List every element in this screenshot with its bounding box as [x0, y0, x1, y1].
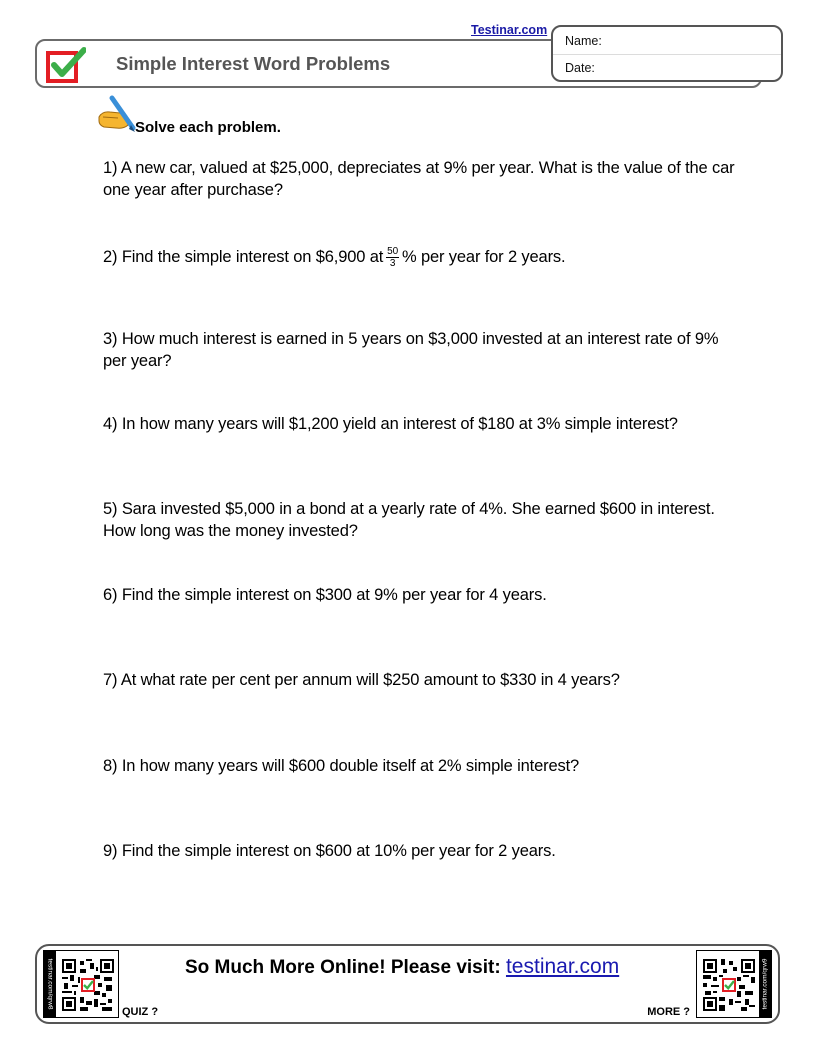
- problem-text-after: % per year for 2 years.: [402, 248, 566, 266]
- qr-side-label-strip: [759, 951, 771, 1017]
- instructions-label: Solve each problem.: [135, 119, 281, 136]
- more-caption: MORE ?: [647, 1006, 690, 1018]
- date-field[interactable]: [553, 54, 781, 81]
- problem-number: 1): [103, 159, 118, 177]
- problem-3: [103, 328, 743, 372]
- qr-code-icon: [62, 959, 114, 1011]
- problem-number: 8): [103, 757, 118, 775]
- qr-code-icon: [703, 959, 755, 1011]
- name-label: Name:: [565, 34, 602, 48]
- problem-text: Find the simple interest on $600 at 10% per year for 2 years.: [121, 842, 556, 860]
- problem-number: 4): [103, 415, 118, 433]
- quiz-caption: QUIZ ?: [122, 1006, 159, 1018]
- problem-9: [103, 840, 743, 862]
- problem-number: 3): [103, 330, 118, 348]
- name-date-box: [551, 25, 783, 82]
- page-title: Simple Interest Word Problems: [116, 53, 391, 74]
- problem-8: [103, 755, 743, 777]
- promo-link[interactable]: testinar.com: [505, 955, 620, 978]
- problem-text: At what rate per cent per annum will $250 amount to $330 in 4 years?: [120, 671, 620, 689]
- problem-6: [103, 584, 743, 606]
- problem-4: [103, 413, 743, 435]
- problem-text: How much interest is earned in 5 years on $3,000 invested at an interest rate of 9% per year?: [103, 330, 719, 370]
- promo-text: [185, 955, 619, 979]
- problem-number: 6): [103, 586, 118, 604]
- problem-text: A new car, valued at $25,000, depreciates at 9% per year. What is the value of the car one year after purchase?: [103, 159, 735, 199]
- problem-7: [103, 669, 743, 691]
- qr-side-label-strip: [44, 951, 56, 1017]
- quiz-qr-code[interactable]: [43, 950, 119, 1018]
- problem-2: [103, 246, 743, 269]
- problem-number: 5): [103, 500, 118, 518]
- qr-side-label: testinar.com/qrw8: [46, 958, 54, 1010]
- problem-5: [103, 498, 743, 542]
- checkmark-logo-icon: [46, 47, 86, 83]
- problem-text: Find the simple interest on $300 at 9% per year for 4 years.: [121, 586, 547, 604]
- testinar-link[interactable]: Testinar.com: [471, 23, 548, 37]
- hand-writing-pencil-icon: [98, 95, 138, 133]
- problem-number: 2): [103, 248, 118, 266]
- problem-text-before: Find the simple interest on $6,900 at: [121, 248, 384, 266]
- problem-text: In how many years will $600 double itself at 2% simple interest?: [121, 757, 580, 775]
- problem-number: 9): [103, 842, 118, 860]
- promo-label: So Much More Online! Please visit:: [185, 957, 501, 978]
- problem-text: In how many years will $1,200 yield an interest of $180 at 3% simple interest?: [121, 415, 678, 433]
- date-label: Date:: [565, 61, 595, 75]
- fraction: [386, 246, 399, 269]
- problem-number: 7): [103, 671, 118, 689]
- more-qr-code[interactable]: [696, 950, 772, 1018]
- footer-banner: [35, 944, 780, 1024]
- name-field[interactable]: [553, 27, 781, 55]
- fraction-numerator: 50: [387, 246, 398, 258]
- qr-side-label: testinar.com/qrw9: [761, 958, 769, 1010]
- problem-1: [103, 157, 743, 201]
- problem-text: Sara invested $5,000 in a bond at a yearly rate of 4%. She earned $600 in interest. How long was the money invested?: [103, 500, 715, 540]
- fraction-denominator: 3: [389, 258, 396, 270]
